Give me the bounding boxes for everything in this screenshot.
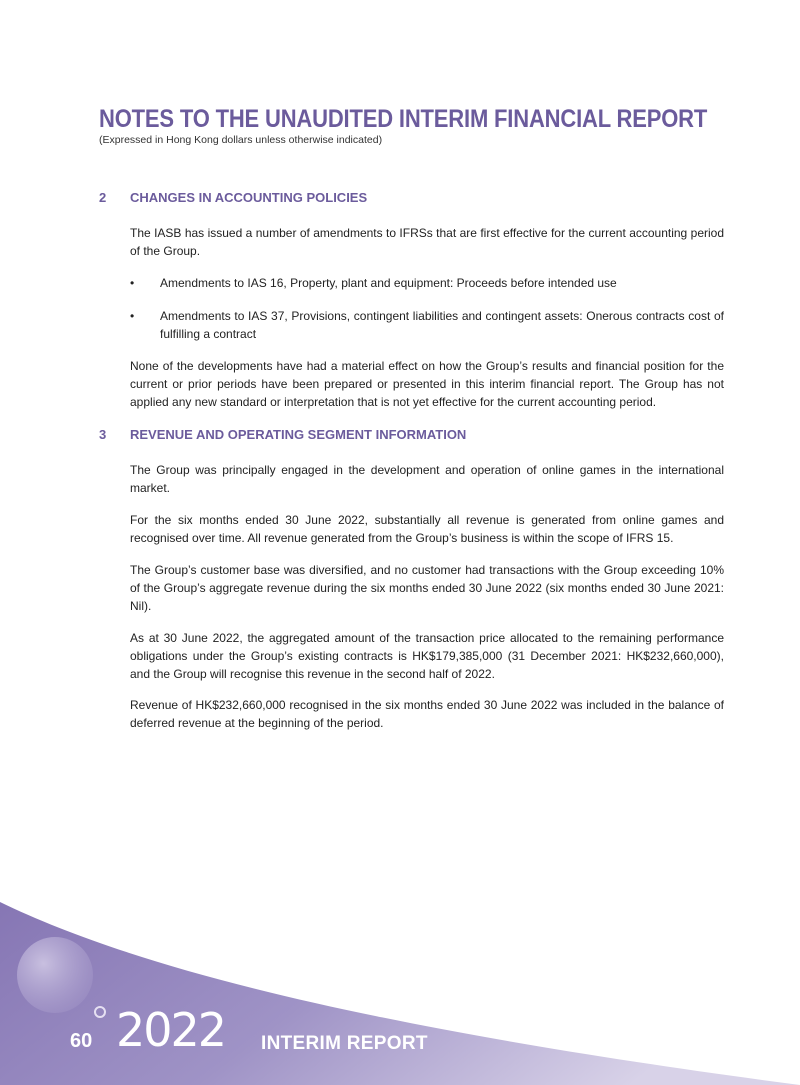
section-3-paragraph: The Group’s customer base was diversified, and no customer had transactions with the Group exceeding 10% of the Group’s aggregate revenue during the six months ended 30 June 2022 (six months ended 30 June 2021: Nil). — [130, 563, 724, 613]
section-3-title: REVENUE AND OPERATING SEGMENT INFORMATION — [130, 427, 467, 442]
section-3-paragraph: Revenue of HK$232,660,000 recognised in the six months ended 30 June 2022 was included in the balance of deferred revenue at the beginning of the period. — [130, 698, 724, 730]
section-3-paragraph: As at 30 June 2022, the aggregated amount of the transaction price allocated to the remaining performance obligations under the Group’s existing contracts is HK$179,385,000 (31 December 2021: HK$232,660,000), and the Group will recognise this revenue in the second half of 2022. — [130, 631, 724, 681]
page-title: NOTES TO THE UNAUDITED INTERIM FINANCIAL REPORT — [99, 105, 708, 133]
report-label: INTERIM REPORT — [261, 1033, 428, 1054]
bullet-dot: • — [130, 309, 135, 323]
section-3-number: 3 — [99, 427, 107, 442]
bullet-text: Amendments to IAS 16, Property, plant and equipment: Proceeds before intended use — [160, 276, 617, 290]
bullet-dot: • — [130, 276, 135, 290]
section-3-paragraph: For the six months ended 30 June 2022, substantially all revenue is generated from online games and recognised over time. All revenue generated from the Group’s business is within the scope of IFRS 15. — [130, 513, 724, 545]
page-subtitle: (Expressed in Hong Kong dollars unless otherwise indicated) — [99, 134, 383, 146]
page-header — [99, 104, 740, 146]
section-2-conclusion: None of the developments have had a material effect on how the Group’s results and financial position for the current or prior periods have been prepared or presented in this interim financial report. The Group has not applied any new standard or interpretation that is not yet effective for the current accounting period. — [130, 359, 724, 409]
section-2-number: 2 — [99, 190, 107, 205]
bullet-item — [130, 274, 724, 292]
planet-decoration — [17, 937, 93, 1013]
bullet-item — [130, 307, 724, 343]
section-3-paragraph: The Group was principally engaged in the development and operation of online games in the international market. — [130, 463, 724, 495]
report-year: 2022 — [116, 1003, 226, 1057]
section-2-heading — [99, 190, 367, 206]
section-3-heading — [99, 427, 466, 443]
bullet-text: Amendments to IAS 37, Provisions, contingent liabilities and contingent assets: Onerous contracts cost of fulfilling a contract — [160, 309, 724, 341]
section-2-intro: The IASB has issued a number of amendments to IFRSs that are first effective for the current accounting period of the Group. — [130, 226, 724, 258]
section-2-title: CHANGES IN ACCOUNTING POLICIES — [130, 190, 368, 205]
page-number: 60 — [70, 1030, 93, 1052]
